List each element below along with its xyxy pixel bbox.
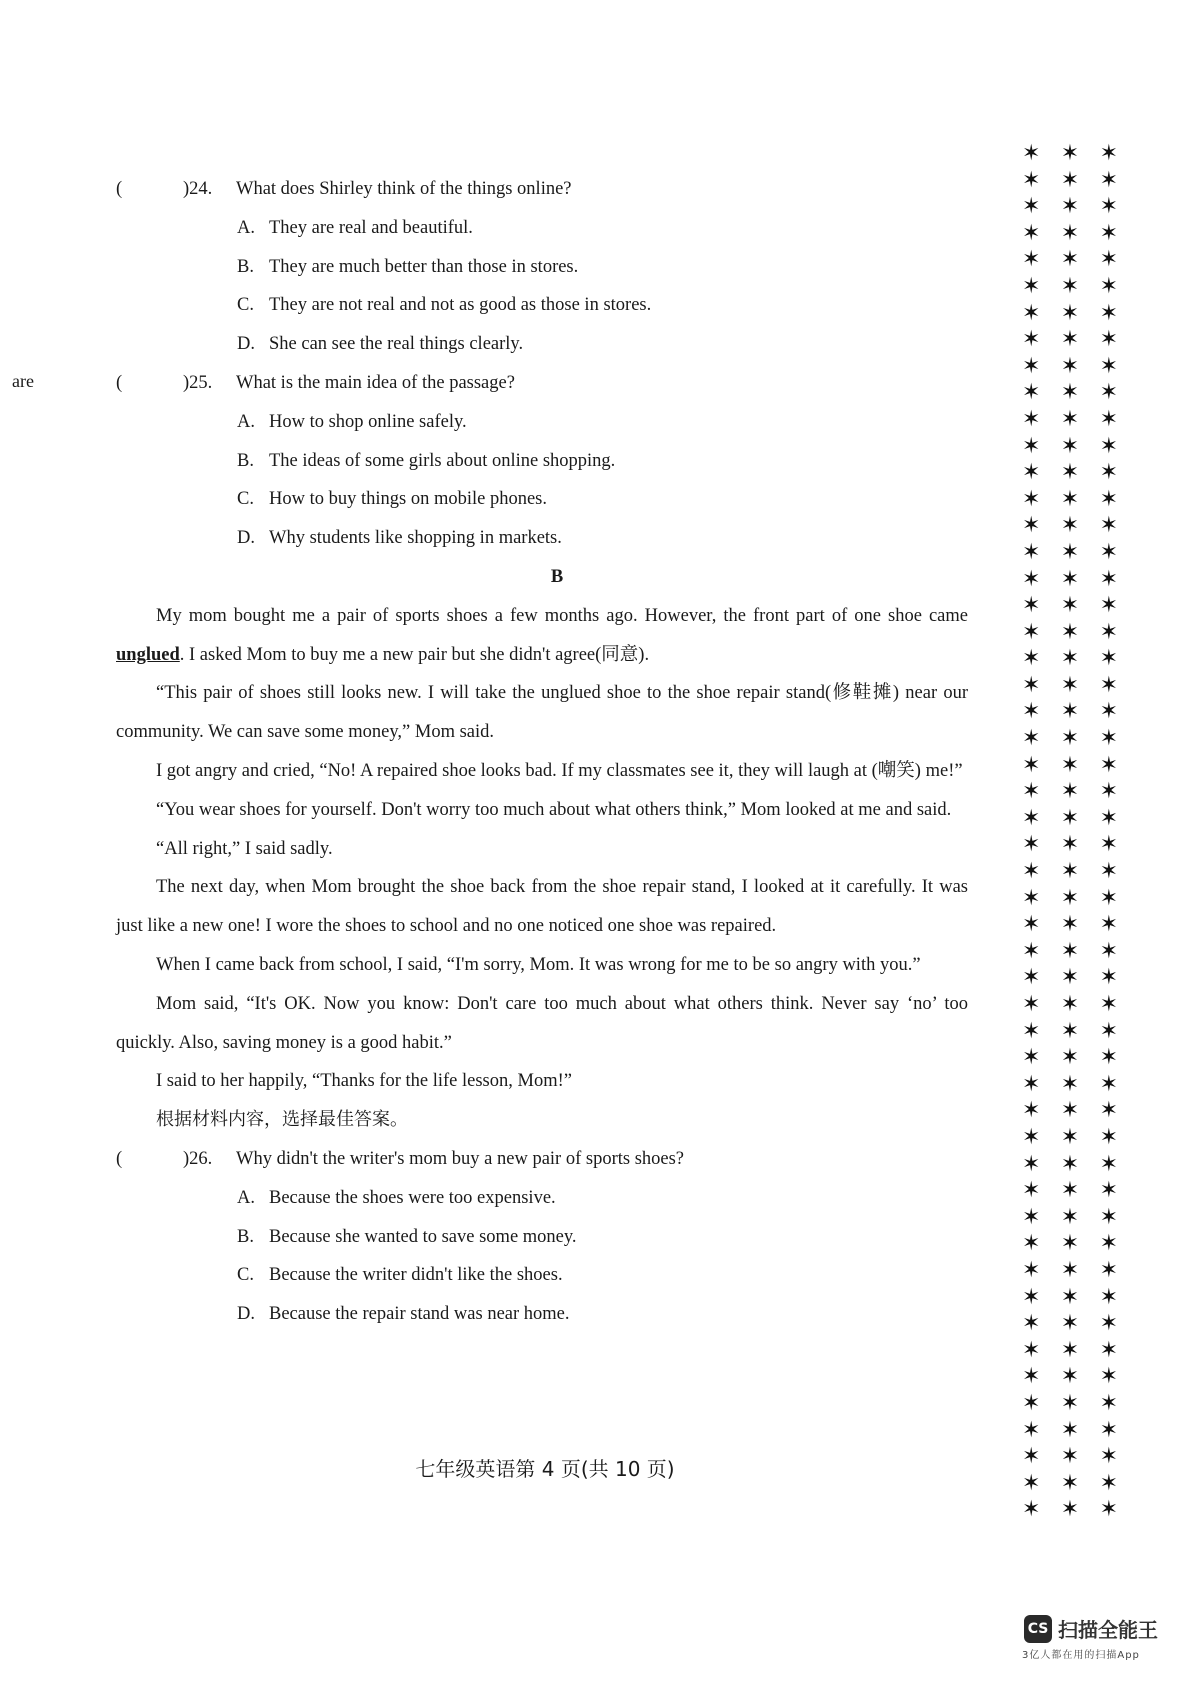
star-icon: ✶ (1060, 645, 1080, 671)
question-text: Why didn't the writer's mom buy a new pair of sports shoes? (236, 1148, 685, 1169)
star-icon: ✶ (1099, 698, 1118, 724)
binding-margin-stars (1022, 140, 1118, 1523)
star-icon: ✶ (1022, 352, 1041, 378)
star-icon: ✶ (1099, 1443, 1118, 1469)
option-c (116, 1256, 968, 1295)
star-icon: ✶ (1022, 1150, 1041, 1176)
star-row (1022, 1417, 1118, 1444)
star-icon: ✶ (1099, 725, 1118, 751)
question-number: )26. (183, 1148, 213, 1169)
star-row (1022, 220, 1118, 247)
star-icon: ✶ (1060, 432, 1080, 458)
option-letter: D. (237, 334, 255, 355)
question-number: )25. (183, 372, 213, 393)
star-icon: ✶ (1022, 1203, 1041, 1229)
star-icon: ✶ (1060, 1416, 1080, 1442)
option-letter: A. (237, 1187, 255, 1208)
star-icon: ✶ (1022, 1310, 1041, 1336)
star-icon: ✶ (1022, 1389, 1041, 1415)
star-icon: ✶ (1022, 512, 1041, 538)
option-c (116, 480, 968, 519)
star-row (1022, 1124, 1118, 1151)
option-text: The ideas of some girls about online shopping. (269, 450, 616, 471)
star-icon: ✶ (1099, 459, 1118, 485)
star-icon: ✶ (1060, 858, 1080, 884)
star-icon: ✶ (1099, 299, 1118, 325)
star-icon: ✶ (1060, 884, 1080, 910)
star-icon: ✶ (1022, 459, 1041, 485)
scanner-name: 扫描全能王 (1058, 1618, 1158, 1642)
star-row (1022, 885, 1118, 912)
star-icon: ✶ (1060, 991, 1080, 1016)
star-row (1022, 752, 1118, 779)
option-text: She can see the real things clearly. (269, 334, 524, 355)
star-icon: ✶ (1099, 565, 1118, 591)
star-icon: ✶ (1060, 405, 1080, 431)
star-row (1022, 486, 1118, 513)
star-row (1022, 1443, 1118, 1470)
star-icon: ✶ (1022, 1256, 1041, 1282)
option-text: How to shop online safely. (269, 411, 467, 432)
star-icon: ✶ (1099, 858, 1118, 884)
star-row (1022, 353, 1118, 380)
option-letter: D. (237, 1304, 255, 1325)
option-letter: B. (237, 450, 254, 471)
star-icon: ✶ (1060, 937, 1080, 963)
star-row (1022, 1257, 1118, 1284)
star-icon: ✶ (1060, 246, 1080, 272)
star-icon: ✶ (1022, 645, 1041, 671)
star-icon: ✶ (1022, 1070, 1041, 1096)
star-row (1022, 433, 1118, 460)
scanner-watermark (1024, 1614, 1158, 1643)
star-row (1022, 1097, 1118, 1124)
star-icon: ✶ (1099, 831, 1118, 857)
page-footer: 七年级英语第 4 页(共 10 页) (415, 1457, 675, 1481)
star-icon: ✶ (1022, 272, 1041, 298)
star-icon: ✶ (1099, 140, 1118, 165)
star-icon: ✶ (1099, 1496, 1118, 1522)
option-b (116, 248, 968, 287)
star-icon: ✶ (1060, 219, 1080, 245)
star-icon: ✶ (1099, 671, 1118, 697)
star-icon: ✶ (1099, 991, 1118, 1016)
star-icon: ✶ (1022, 1097, 1041, 1123)
star-icon: ✶ (1022, 1443, 1041, 1469)
star-icon: ✶ (1099, 1469, 1118, 1495)
option-letter: C. (237, 295, 254, 316)
star-row (1022, 1390, 1118, 1417)
star-row (1022, 938, 1118, 965)
option-text: They are much better than those in stores. (269, 256, 579, 277)
star-row (1022, 725, 1118, 752)
option-d (116, 519, 968, 558)
question-number: )24. (183, 179, 213, 199)
star-icon: ✶ (1022, 1363, 1041, 1389)
star-icon: ✶ (1022, 1230, 1041, 1256)
star-icon: ✶ (1060, 166, 1080, 192)
star-icon: ✶ (1060, 193, 1080, 219)
star-icon: ✶ (1099, 432, 1118, 458)
star-icon: ✶ (1099, 1017, 1118, 1043)
star-row (1022, 911, 1118, 938)
star-icon: ✶ (1099, 1310, 1118, 1336)
star-icon: ✶ (1099, 1416, 1118, 1442)
star-row (1022, 193, 1118, 220)
star-icon: ✶ (1099, 1363, 1118, 1389)
star-icon: ✶ (1022, 1496, 1041, 1522)
star-icon: ✶ (1099, 512, 1118, 538)
star-icon: ✶ (1099, 751, 1118, 777)
star-icon: ✶ (1099, 193, 1118, 219)
star-icon: ✶ (1060, 751, 1080, 777)
star-row (1022, 1044, 1118, 1071)
option-text: They are real and beautiful. (269, 217, 473, 238)
star-icon: ✶ (1060, 1389, 1080, 1415)
option-text: Because she wanted to save some money. (269, 1226, 577, 1247)
star-icon: ✶ (1060, 1256, 1080, 1282)
star-icon: ✶ (1060, 1017, 1080, 1043)
star-icon: ✶ (1060, 725, 1080, 751)
paragraph-text: . I asked Mom to buy me a new pair but she didn't agree(同意). (179, 644, 650, 665)
option-letter: B. (237, 256, 254, 277)
star-icon: ✶ (1060, 778, 1080, 804)
star-icon: ✶ (1060, 352, 1080, 378)
star-row (1022, 140, 1118, 167)
star-row (1022, 1071, 1118, 1098)
star-icon: ✶ (1060, 326, 1080, 352)
star-icon: ✶ (1099, 964, 1118, 990)
star-icon: ✶ (1060, 1177, 1080, 1203)
star-icon: ✶ (1060, 538, 1080, 564)
star-icon: ✶ (1099, 1336, 1118, 1362)
option-b (116, 1218, 968, 1257)
option-d (116, 1295, 968, 1334)
star-row (1022, 273, 1118, 300)
option-text: How to buy things on mobile phones. (269, 489, 548, 510)
star-icon: ✶ (1022, 1469, 1041, 1495)
star-icon: ✶ (1022, 1017, 1041, 1043)
star-icon: ✶ (1099, 1203, 1118, 1229)
exam-page (116, 170, 968, 1334)
option-letter: C. (237, 1265, 254, 1286)
star-icon: ✶ (1099, 379, 1118, 405)
star-icon: ✶ (1060, 299, 1080, 325)
star-row (1022, 379, 1118, 406)
passage-paragraph: “This pair of shoes still looks new. I will take the unglued shoe to the shoe repair stand(修鞋摊) near our community. We can save some money,” Mom said. (116, 683, 968, 743)
option-text: Because the shoes were too expensive. (269, 1187, 556, 1208)
star-icon: ✶ (1099, 1123, 1118, 1149)
option-letter: A. (237, 411, 255, 432)
star-icon: ✶ (1099, 246, 1118, 272)
option-text: Because the repair stand was near home. (269, 1304, 570, 1325)
option-letter: C. (237, 489, 254, 510)
instruction-heading: 根据材料内容，选择最佳答案。 (156, 1109, 408, 1131)
star-icon: ✶ (1022, 964, 1041, 990)
star-icon: ✶ (1060, 831, 1080, 857)
star-icon: ✶ (1022, 166, 1041, 192)
star-icon: ✶ (1099, 219, 1118, 245)
question-text: What does Shirley think of the things online? (236, 179, 572, 199)
option-letter: D. (237, 528, 255, 549)
star-icon: ✶ (1060, 1469, 1080, 1495)
star-row (1022, 1151, 1118, 1178)
passage-paragraph: When I came back from school, I said, “I'm sorry, Mom. It was wrong for me to be so angry with you.” (156, 954, 921, 975)
star-row (1022, 167, 1118, 194)
star-icon: ✶ (1060, 272, 1080, 298)
star-icon: ✶ (1022, 1283, 1041, 1309)
star-row (1022, 778, 1118, 805)
star-row (1022, 964, 1118, 991)
star-icon: ✶ (1022, 778, 1041, 804)
option-text: They are not real and not as good as those in stores. (269, 295, 652, 316)
passage-paragraph: “You wear shoes for yourself. Don't worry too much about what others think,” Mom looked at me and said. (156, 799, 952, 820)
star-icon: ✶ (1099, 884, 1118, 910)
option-c (116, 286, 968, 325)
star-row (1022, 246, 1118, 273)
star-icon: ✶ (1022, 804, 1041, 830)
star-row (1022, 1337, 1118, 1364)
star-icon: ✶ (1099, 1177, 1118, 1203)
star-row (1022, 1177, 1118, 1204)
star-icon: ✶ (1060, 1070, 1080, 1096)
star-icon: ✶ (1060, 804, 1080, 830)
star-row (1022, 512, 1118, 539)
star-row (1022, 539, 1118, 566)
star-icon: ✶ (1099, 778, 1118, 804)
star-icon: ✶ (1099, 1044, 1118, 1070)
answer-blank[interactable]: ( (116, 179, 123, 199)
question-26 (116, 1140, 968, 1179)
star-row (1022, 300, 1118, 327)
star-icon: ✶ (1022, 937, 1041, 963)
star-icon: ✶ (1022, 193, 1041, 219)
star-icon: ✶ (1099, 1150, 1118, 1176)
star-icon: ✶ (1060, 1123, 1080, 1149)
star-row (1022, 1204, 1118, 1231)
star-icon: ✶ (1060, 1363, 1080, 1389)
option-a (116, 1179, 968, 1218)
star-icon: ✶ (1022, 379, 1041, 405)
answer-blank[interactable]: ( (116, 1148, 123, 1169)
star-icon: ✶ (1060, 671, 1080, 697)
star-icon: ✶ (1099, 405, 1118, 431)
passage-paragraph (116, 597, 968, 675)
star-icon: ✶ (1099, 1230, 1118, 1256)
star-icon: ✶ (1099, 618, 1118, 644)
option-d (116, 325, 968, 364)
star-icon: ✶ (1060, 1336, 1080, 1362)
passage-paragraph: “All right,” I said sadly. (156, 838, 333, 859)
star-icon: ✶ (1022, 1044, 1041, 1070)
star-icon: ✶ (1022, 432, 1041, 458)
star-icon: ✶ (1060, 140, 1080, 165)
star-row (1022, 858, 1118, 885)
star-icon: ✶ (1060, 1150, 1080, 1176)
star-icon: ✶ (1022, 671, 1041, 697)
star-icon: ✶ (1022, 698, 1041, 724)
star-icon: ✶ (1060, 1230, 1080, 1256)
star-icon: ✶ (1060, 1310, 1080, 1336)
star-icon: ✶ (1099, 1256, 1118, 1282)
option-text: Because the writer didn't like the shoes. (269, 1265, 563, 1286)
star-icon: ✶ (1022, 725, 1041, 751)
star-icon: ✶ (1099, 1070, 1118, 1096)
answer-blank[interactable]: ( (116, 372, 123, 393)
star-row (1022, 1018, 1118, 1045)
star-icon: ✶ (1099, 937, 1118, 963)
star-icon: ✶ (1060, 1496, 1080, 1522)
star-icon: ✶ (1099, 911, 1118, 937)
star-icon: ✶ (1022, 831, 1041, 857)
star-row (1022, 1470, 1118, 1497)
star-icon: ✶ (1022, 1336, 1041, 1362)
star-icon: ✶ (1099, 485, 1118, 511)
star-icon: ✶ (1099, 538, 1118, 564)
star-row (1022, 831, 1118, 858)
star-icon: ✶ (1022, 538, 1041, 564)
star-icon: ✶ (1060, 618, 1080, 644)
star-icon: ✶ (1099, 1097, 1118, 1123)
passage-paragraph: I said to her happily, “Thanks for the life lesson, Mom!” (156, 1071, 572, 1092)
passage-paragraph: The next day, when Mom brought the shoe back from the shoe repair stand, I looked at it carefully. It was just like a new one! I wore the shoes to school and no one noticed one shoe was repaired. (116, 877, 968, 937)
question-25 (116, 364, 968, 403)
star-icon: ✶ (1060, 1203, 1080, 1229)
star-icon: ✶ (1022, 299, 1041, 325)
star-icon: ✶ (1022, 1416, 1041, 1442)
star-row (1022, 326, 1118, 353)
option-a (116, 403, 968, 442)
star-icon: ✶ (1060, 1443, 1080, 1469)
option-text: Why students like shopping in markets. (269, 528, 562, 549)
star-icon: ✶ (1022, 592, 1041, 618)
star-icon: ✶ (1099, 1389, 1118, 1415)
star-row (1022, 1230, 1118, 1257)
star-icon: ✶ (1022, 219, 1041, 245)
star-row (1022, 1496, 1118, 1523)
star-row (1022, 1310, 1118, 1337)
star-icon: ✶ (1099, 272, 1118, 298)
option-a (116, 209, 968, 248)
star-icon: ✶ (1022, 751, 1041, 777)
star-row (1022, 619, 1118, 646)
star-icon: ✶ (1099, 166, 1118, 192)
star-row (1022, 672, 1118, 699)
question-text: What is the main idea of the passage? (236, 372, 515, 393)
star-icon: ✶ (1099, 804, 1118, 830)
star-icon: ✶ (1022, 911, 1041, 937)
margin-word: are (12, 371, 34, 391)
option-b (116, 442, 968, 481)
star-icon: ✶ (1022, 1177, 1041, 1203)
star-icon: ✶ (1060, 911, 1080, 937)
star-icon: ✶ (1022, 991, 1041, 1016)
star-icon: ✶ (1060, 512, 1080, 538)
star-row (1022, 459, 1118, 486)
star-icon: ✶ (1099, 352, 1118, 378)
star-icon: ✶ (1060, 1044, 1080, 1070)
scanner-tagline: 3亿人都在用的扫描App (1022, 1650, 1140, 1661)
star-icon: ✶ (1060, 379, 1080, 405)
question-24 (116, 170, 968, 209)
option-letter: B. (237, 1226, 254, 1247)
star-icon: ✶ (1060, 698, 1080, 724)
passage-paragraph: Mom said, “It's OK. Now you know: Don't care too much about what others think. Never say ‘no’ too quickly. Also, saving money is a good habit.” (116, 993, 968, 1053)
star-icon: ✶ (1099, 645, 1118, 671)
star-icon: ✶ (1060, 565, 1080, 591)
passage-paragraph: I got angry and cried, “No! A repaired shoe looks bad. If my classmates see it, they will laugh at (嘲笑) me!” (156, 760, 963, 781)
star-icon: ✶ (1022, 405, 1041, 431)
star-row (1022, 406, 1118, 433)
star-row (1022, 991, 1118, 1018)
section-heading: B (550, 566, 564, 587)
star-icon: ✶ (1022, 140, 1041, 165)
star-row (1022, 592, 1118, 619)
star-icon: ✶ (1022, 565, 1041, 591)
star-row (1022, 645, 1118, 672)
cs-logo-icon: CS (1024, 1615, 1052, 1643)
star-row (1022, 1363, 1118, 1390)
star-icon: ✶ (1099, 592, 1118, 618)
star-icon: ✶ (1060, 459, 1080, 485)
star-icon: ✶ (1022, 326, 1041, 352)
star-icon: ✶ (1060, 1283, 1080, 1309)
star-icon: ✶ (1099, 326, 1118, 352)
star-row (1022, 698, 1118, 725)
star-icon: ✶ (1060, 592, 1080, 618)
option-letter: A. (237, 217, 255, 238)
paragraph-text: My mom bought me a pair of sports shoes a few months ago. However, the front part of one shoe came (156, 605, 968, 626)
star-icon: ✶ (1060, 964, 1080, 990)
star-row (1022, 805, 1118, 832)
star-icon: ✶ (1022, 618, 1041, 644)
star-row (1022, 1284, 1118, 1311)
star-icon: ✶ (1022, 1123, 1041, 1149)
star-icon: ✶ (1060, 485, 1080, 511)
star-icon: ✶ (1022, 485, 1041, 511)
star-icon: ✶ (1022, 884, 1041, 910)
star-icon: ✶ (1022, 246, 1041, 272)
star-icon: ✶ (1060, 1097, 1080, 1123)
star-icon: ✶ (1022, 858, 1041, 884)
star-row (1022, 566, 1118, 593)
star-icon: ✶ (1099, 1283, 1118, 1309)
underlined-word: unglued (116, 644, 180, 665)
